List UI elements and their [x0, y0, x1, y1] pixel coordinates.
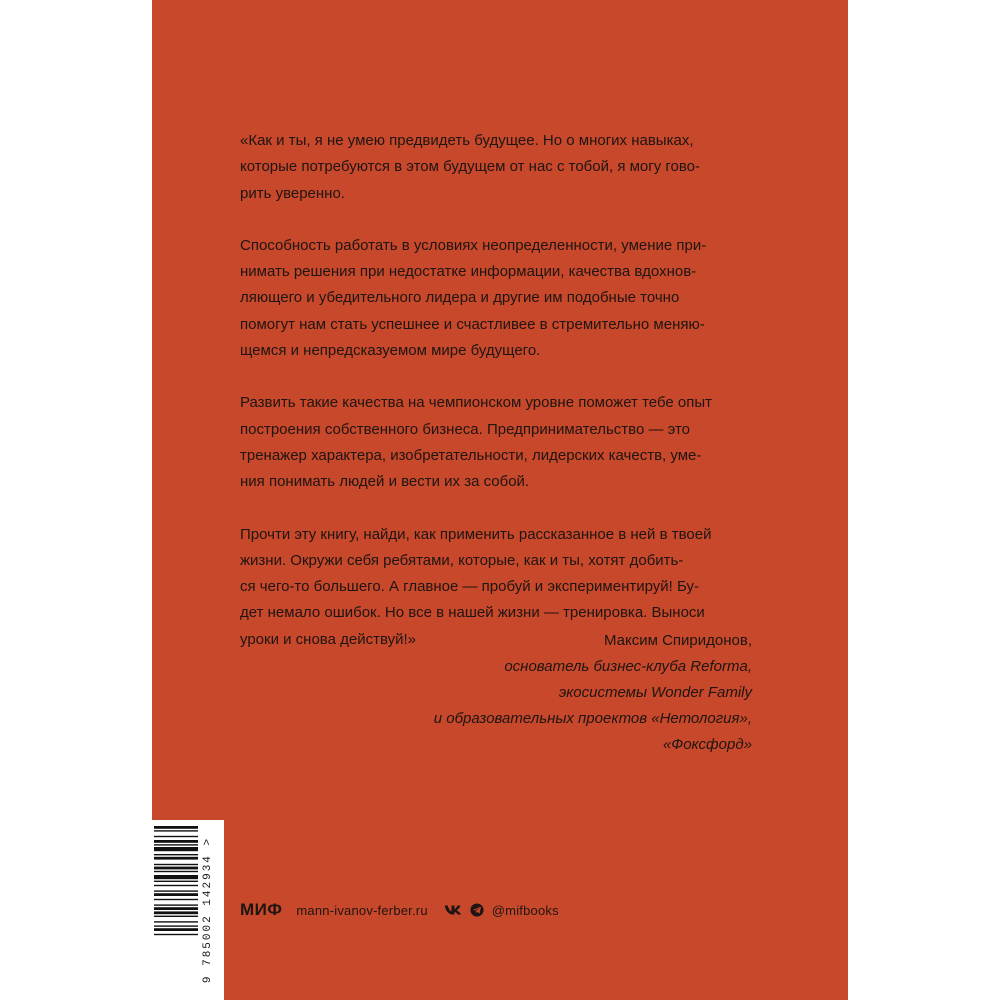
barcode-bar — [154, 840, 198, 843]
barcode-bar — [154, 847, 198, 851]
barcode-bar — [154, 911, 198, 914]
author-role: «Фоксфорд» — [662, 736, 752, 753]
quote-attribution — [434, 628, 752, 758]
barcode-bar — [154, 826, 198, 829]
barcode-bar — [154, 925, 198, 926]
quote-paragraph — [240, 233, 780, 364]
quote-line: которые потребуются в этом будущем от нас с тобой, я могу гово- — [240, 158, 701, 176]
barcode-bar — [154, 921, 198, 922]
barcode-bar — [154, 864, 198, 865]
barcode-bars — [154, 826, 198, 994]
barcode-bar — [154, 916, 198, 917]
isbn-barcode — [152, 820, 224, 1000]
publisher-website: mann-ivanov-ferber.ru — [296, 902, 428, 918]
vk-icon — [444, 904, 462, 916]
author-role: и образовательных проектов «Нетология», — [433, 710, 752, 727]
barcode-bar — [154, 836, 198, 837]
quote-line: тренажер характера, изобретательности, лидерских качеств, уме- — [240, 446, 702, 464]
barcode-bar — [154, 893, 198, 896]
quote-line: рить уверенно. — [240, 184, 345, 202]
barcode-bar — [154, 928, 198, 931]
social-handle: @mifbooks — [491, 902, 559, 918]
author-role: экосистемы Wonder Family — [558, 684, 752, 701]
quote-line: щемся и непредсказуемом мире будущего. — [240, 342, 541, 360]
telegram-icon — [470, 903, 484, 917]
barcode-bar — [154, 857, 198, 860]
quote-line: жизни. Окружи себя ребятами, которые, как и ты, хотят добить- — [240, 551, 684, 569]
barcode-bar — [154, 907, 198, 910]
barcode-bar — [154, 881, 198, 882]
quote-paragraph — [240, 390, 780, 495]
barcode-bar — [154, 854, 198, 855]
barcode-bar — [154, 885, 198, 886]
quote-line: ния понимать людей и вести их за собой. — [240, 473, 530, 491]
barcode-bar — [154, 844, 198, 845]
quote-line: помогут нам стать успешнее и счастливее в стремительно меняю- — [240, 315, 705, 333]
barcode-bar — [154, 830, 198, 831]
barcode-bar — [154, 934, 198, 935]
quote-line: нимать решения при недостатке информации, качества вдохнов- — [240, 263, 697, 281]
publisher-logo: МИФ — [240, 900, 283, 919]
barcode-bar — [154, 867, 198, 870]
author-role: основатель бизнес-клуба Reforma, — [504, 658, 752, 675]
quote-line: ся чего-то большего. А главное — пробуй и экспериментируй! Бу- — [240, 578, 700, 596]
quote-line: Развить такие качества на чемпионском уровне поможет тебе опыт — [240, 394, 713, 412]
barcode-bar — [154, 890, 198, 891]
barcode-number: 9 785002 142934 > — [202, 836, 214, 984]
barcode-bar — [154, 871, 198, 872]
quote-line: построения собственного бизнеса. Предпринимательство — это — [240, 420, 691, 438]
barcode-bar — [154, 899, 198, 900]
barcode-bar — [154, 875, 198, 879]
quote-line: дет немало ошибок. Но все в нашей жизни — тренировка. Выноси — [240, 604, 705, 622]
barcode-bar — [154, 904, 198, 905]
quote-line: Способность работать в условиях неопределенности, умение при- — [240, 236, 707, 254]
publisher-footer — [240, 898, 559, 922]
author-name: Максим Спиридонов, — [603, 632, 752, 649]
quote-text — [240, 128, 780, 679]
book-back-cover — [152, 0, 848, 1000]
quote-line: «Как и ты, я не умею предвидеть будущее. Но о многих навыках, — [240, 132, 694, 149]
quote-line: ляющего и убедительного лидера и другие им подобные точно — [240, 289, 680, 307]
quote-line: уроки и снова действуй!» — [240, 630, 416, 648]
quote-line: Прочти эту книгу, найди, как применить рассказанное в ней в твоей — [240, 525, 712, 543]
quote-paragraph — [240, 128, 780, 207]
